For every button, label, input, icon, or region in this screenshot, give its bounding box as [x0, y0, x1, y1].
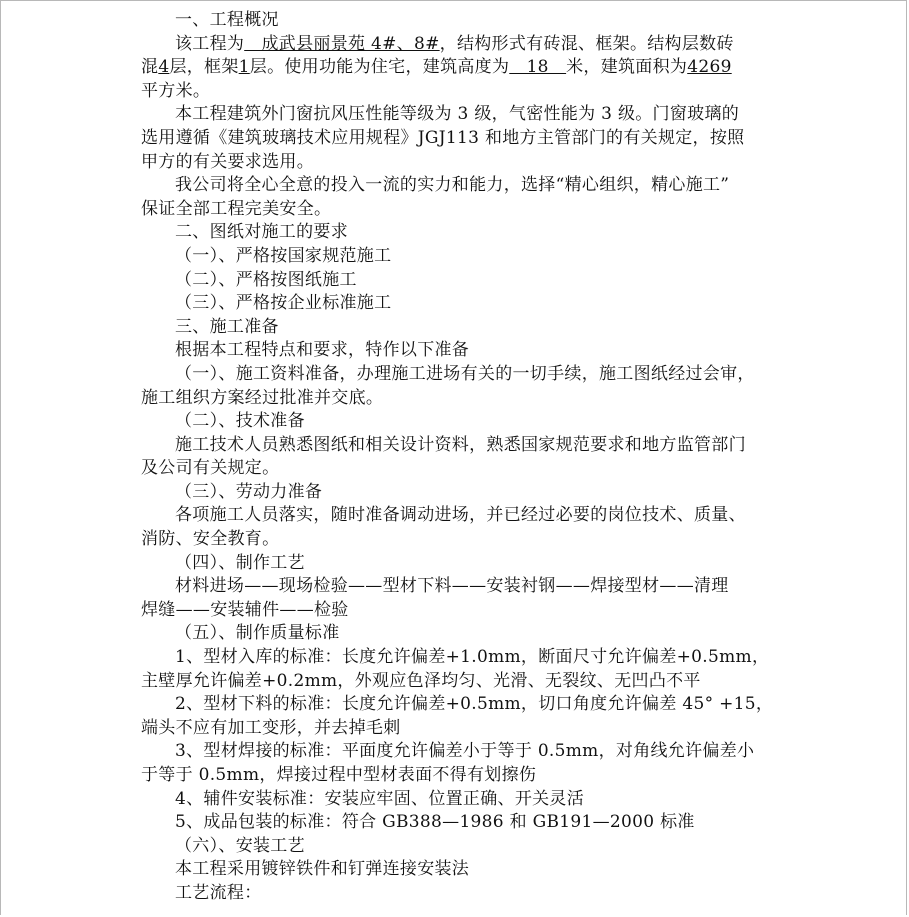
- subsection-heading: （六）、安装工艺: [175, 835, 305, 856]
- paragraph-line: 消防、安全教育。: [141, 529, 280, 550]
- paragraph-line: 我公司将全心全意的投入一流的实力和能力，选择“精心组织，精心施工”: [175, 175, 730, 196]
- text: ，结构形式有砖混、框架。结构层数砖: [439, 33, 734, 54]
- frame-floors-value: 1: [238, 57, 250, 78]
- paragraph-line: （一）、施工资料准备，办理施工进场有关的一切手续，施工图纸经过会审，: [175, 363, 755, 384]
- paragraph-line: 焊缝——安装辅件——检验: [141, 599, 349, 620]
- section-heading-drawings: 二、图纸对施工的要求: [175, 222, 348, 243]
- text: 米，建筑面积为: [566, 57, 688, 78]
- section-heading-overview: 一、工程概况: [175, 10, 279, 30]
- document-body: [141, 9, 773, 906]
- paragraph-line: 4、辅件安装标准：安装应牢固、位置正确、开关灵活: [175, 788, 585, 809]
- paragraph-line: 端头不应有加工变形，并去掉毛刺: [141, 717, 401, 738]
- paragraph-line: 1、型材入库的标准：长度允许偏差+1.0mm，断面尺寸允许偏差+0.5mm，: [175, 647, 770, 668]
- paragraph-line: 施工技术人员熟悉图纸和相关设计资料，熟悉国家规范要求和地方监管部门: [175, 434, 746, 455]
- brick-floors-value: 4: [158, 57, 170, 78]
- paragraph-line: 保证全部工程完美安全。: [141, 198, 332, 219]
- subsection-heading: （四）、制作工艺: [175, 552, 305, 573]
- paragraph-line: 5、成品包装的标准：符合 GB388—1986 和 GB191—2000 标准: [175, 812, 695, 833]
- paragraph-line: [141, 33, 773, 57]
- text: 层。使用功能为住宅，建筑高度为: [249, 57, 510, 78]
- paragraph-line: 各项施工人员落实，随时准备调动进场，并已经过必要的岗位技术、质量、: [175, 505, 746, 526]
- list-item: （三）、严格按企业标准施工: [175, 293, 392, 314]
- building-height-value: 18: [509, 57, 567, 78]
- paragraph-line: 本工程采用镀锌铁件和钉弹连接安装法: [175, 859, 470, 880]
- list-item: （二）、严格按图纸施工: [175, 269, 357, 290]
- paragraph-line: 工艺流程：: [175, 882, 262, 903]
- building-area-value: 4269: [687, 57, 732, 78]
- text: 该工程为: [175, 33, 245, 54]
- text: 层，框架: [169, 57, 239, 78]
- subsection-heading: （三）、劳动力准备: [175, 481, 323, 502]
- paragraph-line: 施工组织方案经过批准并交底。: [141, 387, 384, 408]
- text: 混: [141, 57, 159, 78]
- paragraph-line: 根据本工程特点和要求，特作以下准备: [175, 340, 470, 361]
- subsection-heading: （五）、制作质量标准: [175, 623, 340, 644]
- project-name: 成武县丽景苑 4#、8#: [244, 33, 440, 54]
- list-item: （一）、严格按国家规范施工: [175, 245, 392, 266]
- subsection-heading: （二）、技术准备: [175, 411, 305, 432]
- section-heading-preparation: 三、施工准备: [175, 316, 279, 337]
- paragraph-line: [141, 56, 773, 80]
- paragraph-line: 及公司有关规定。: [141, 458, 280, 479]
- paragraph-line: 2、型材下料的标准：长度允许偏差+0.5mm，切口角度允许偏差 45° +15，: [175, 694, 774, 715]
- paragraph-line: 于等于 0.5mm，焊接过程中型材表面不得有划擦伤: [141, 765, 537, 785]
- paragraph-line: 主壁厚允许偏差+0.2mm，外观应色泽均匀、光滑、无裂纹、无凹凸不平: [141, 670, 701, 691]
- paragraph-line: 选用遵循《建筑玻璃技术应用规程》JGJ113 和地方主管部门的有关规定，按照: [141, 127, 745, 148]
- paragraph-line: 甲方的有关要求选用。: [141, 151, 314, 172]
- paragraph-line: 本工程建筑外门窗抗风压性能等级为 3 级，气密性能为 3 级。门窗玻璃的: [175, 104, 740, 125]
- paragraph-line: 材料进场——现场检验——型材下料——安装衬钢——焊接型材——清理: [175, 576, 729, 597]
- paragraph-line: 平方米。: [141, 80, 211, 101]
- paragraph-line: 3、型材焊接的标准：平面度允许偏差小于等于 0.5mm，对角线允许偏差小: [175, 741, 755, 762]
